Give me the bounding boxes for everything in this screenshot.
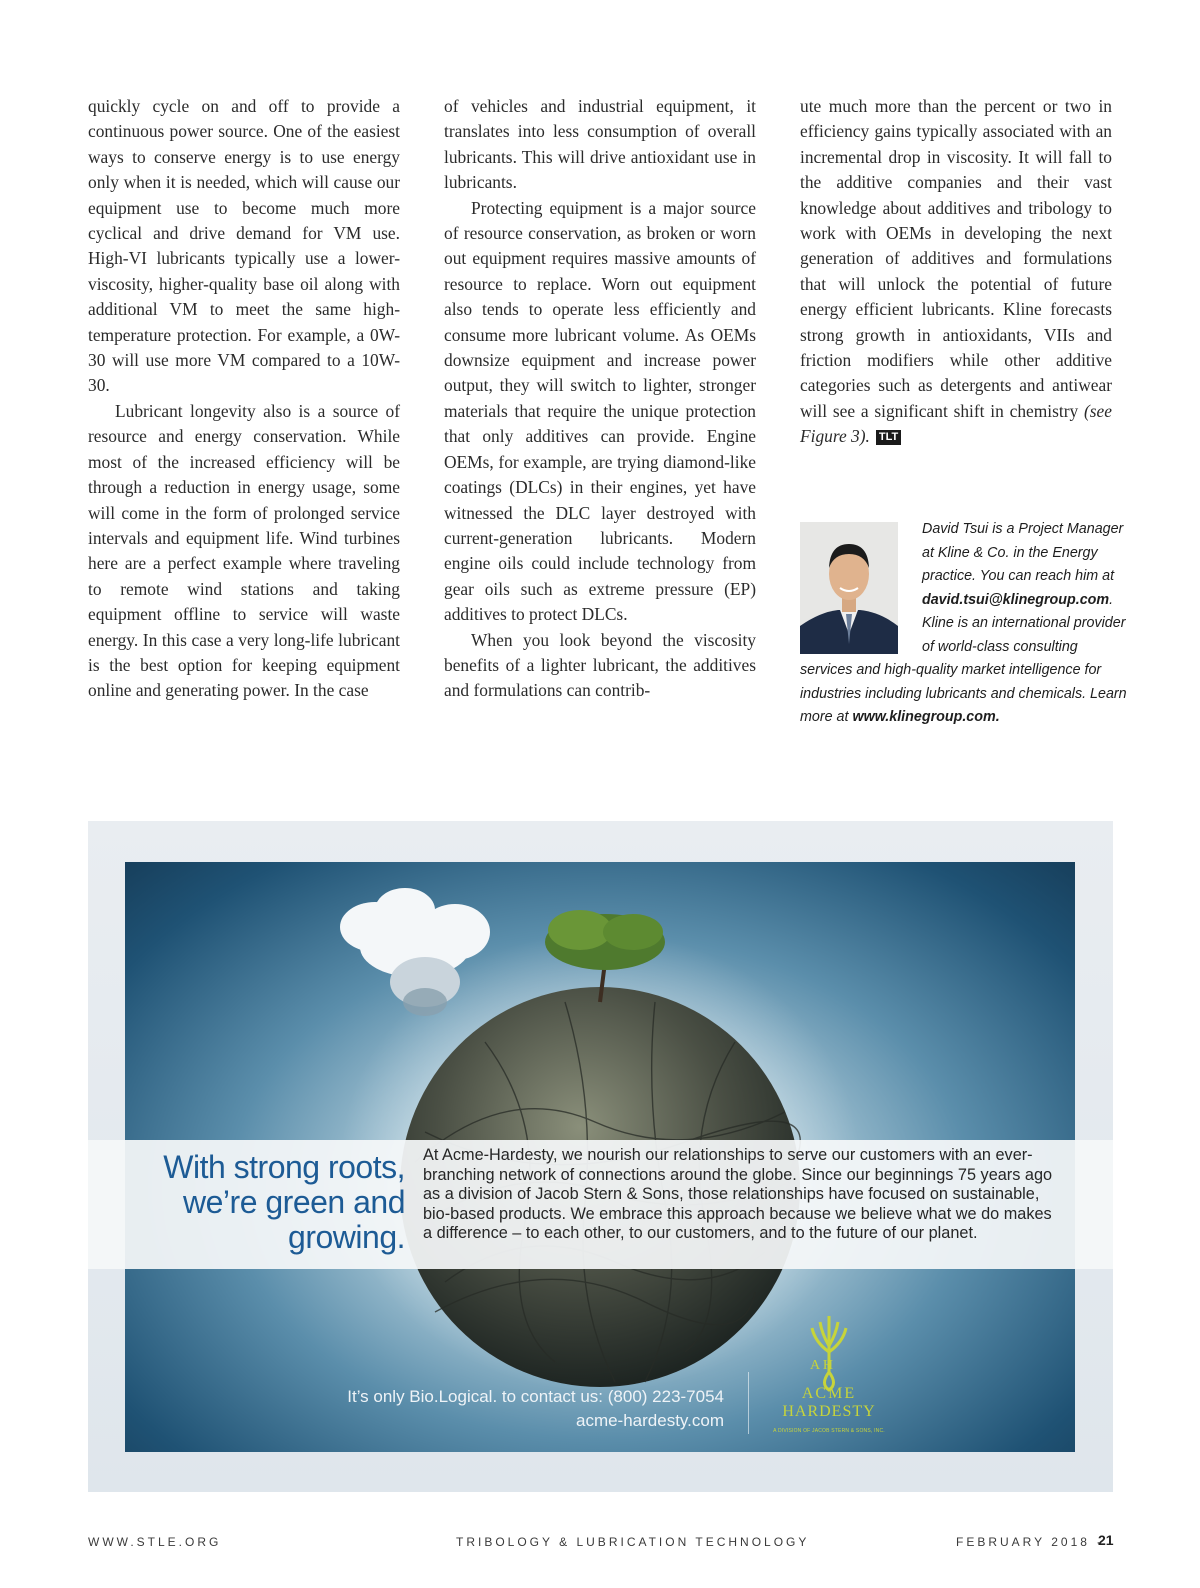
article-paragraph: Lubricant longevity also is a source of resource and energy conservation. While most of the increased efficiency will be through a reduction in energy usage, some will come in the form of prolonged service intervals and equipment life. Wind turbines here are a perfect example where traveling to remote wind stations and taking equipment offline to service will waste energy. In this case a very long-life lubricant is the best option for keeping equipment online and generating power. In the case (88, 400, 400, 701)
author-bio (800, 518, 1130, 730)
footer-date: FEBRUARY 2018 · (956, 1535, 1104, 1549)
author-portrait-icon (800, 522, 898, 654)
article-paragraph (800, 94, 1112, 450)
ad-body-text: At Acme-Hardesty, we nourish our relationships to serve our customers with an ever-branching network of connections around the globe. Since our beginnings 75 years ago as a division of Jacob Stern & Sons, those relationships have focused on sustainable, bio-based products. We embrace this approach because we believe what we do makes a difference – to each other, to our customers, and to the future of our planet. (423, 1146, 1053, 1243)
bio-company: . Kline is an international provider of world-class consulting services and high-quality market intelligence for industries including lubricants and chemicals. Learn more at (800, 591, 1127, 725)
kline-website-link[interactable]: www.klinegroup.com. (852, 709, 1000, 725)
bio-intro: David Tsui is a Project Manager at Kline & Co. in the Energy practice. You can reach him at (922, 521, 1124, 584)
footer-publication: TRIBOLOGY & LUBRICATION TECHNOLOGY (456, 1535, 810, 1549)
article-paragraph: of vehicles and industrial equipment, it translates into less consumption of overall lubricants. This will drive antioxidant use in lubricants. (444, 96, 756, 193)
ad-headline: With strong roots, we’re green and growing. (163, 1149, 405, 1255)
end-mark: TLT (876, 430, 901, 445)
author-email-link[interactable]: david.tsui@klinegroup.com (922, 591, 1110, 608)
article-paragraph: Protecting equipment is a major source of resource conservation, as broken or worn out equipment requires massive amounts of resource to replace. Worn out equipment also tends to operate less efficiently and consume more lubricant volume. As OEMs downsize equipment and increase power output, they will switch to lighter, stronger materials that require the unique protection that only additives can provide. Engine OEMs, for example, are trying diamond-like coatings (DLCs) in their engines, yet have witnessed the DLC layer destroyed with current-generation lubricants. Modern engine oils could include technology from gear oils such as extreme pressure (EP) additives to protect DLCs. (444, 197, 756, 625)
figure-reference: (see Figure 3). (800, 400, 1112, 447)
logo-name-line1: ACME (801, 1385, 857, 1402)
footer-website[interactable]: WWW.STLE.ORG (88, 1535, 222, 1549)
ad-contact (300, 1385, 724, 1433)
logo-subtitle: A DIVISION OF JACOB STERN & SONS, INC. (773, 1428, 885, 1434)
article-paragraph: quickly cycle on and off to provide a continuous power source. One of the easiest ways to conserve energy is to use energy only when it is needed, which will cause our equipment use to become much more cyclical and drive demand for VM use. High-VI lubricants typically use a lower-viscosity, higher-quality base oil along with additional VM to meet the same high-temperature protection. For example, a 0W-30 will use more VM compared to a 10W-30. (88, 96, 400, 396)
logo-letters: A H (810, 1358, 833, 1373)
ad-website-link[interactable]: acme-hardesty.com (575, 1411, 724, 1430)
author-photo (800, 522, 898, 654)
article-column-1 (88, 94, 400, 704)
logo-name-line2: HARDESTY (782, 1403, 876, 1420)
page-number: 21 (1098, 1532, 1114, 1548)
article-column-3 (800, 94, 1112, 450)
article-text: ute much more than the percent or two in efficiency gains typically associated with an incremental drop in viscosity. It will fall to the additive companies and their vast knowledge about additives and tribology to work with OEMs in developing the next generation of additives and formulations that will unlock the potential of future energy efficient lubricants. Kline forecasts strong growth in antioxidants, VIIs and friction modifiers while other additive categories such as detergents and antiwear will see a significant shift in chemistry (800, 96, 1112, 421)
ad-phone[interactable]: It’s only Bio.Logical. to contact us: (800) 223-7054 (347, 1387, 724, 1406)
article-paragraph: When you look beyond the viscosity benefits of a lighter lubricant, the additives and formulations can contrib- (444, 629, 756, 701)
ad-divider (748, 1372, 749, 1434)
article-column-2 (444, 94, 756, 704)
